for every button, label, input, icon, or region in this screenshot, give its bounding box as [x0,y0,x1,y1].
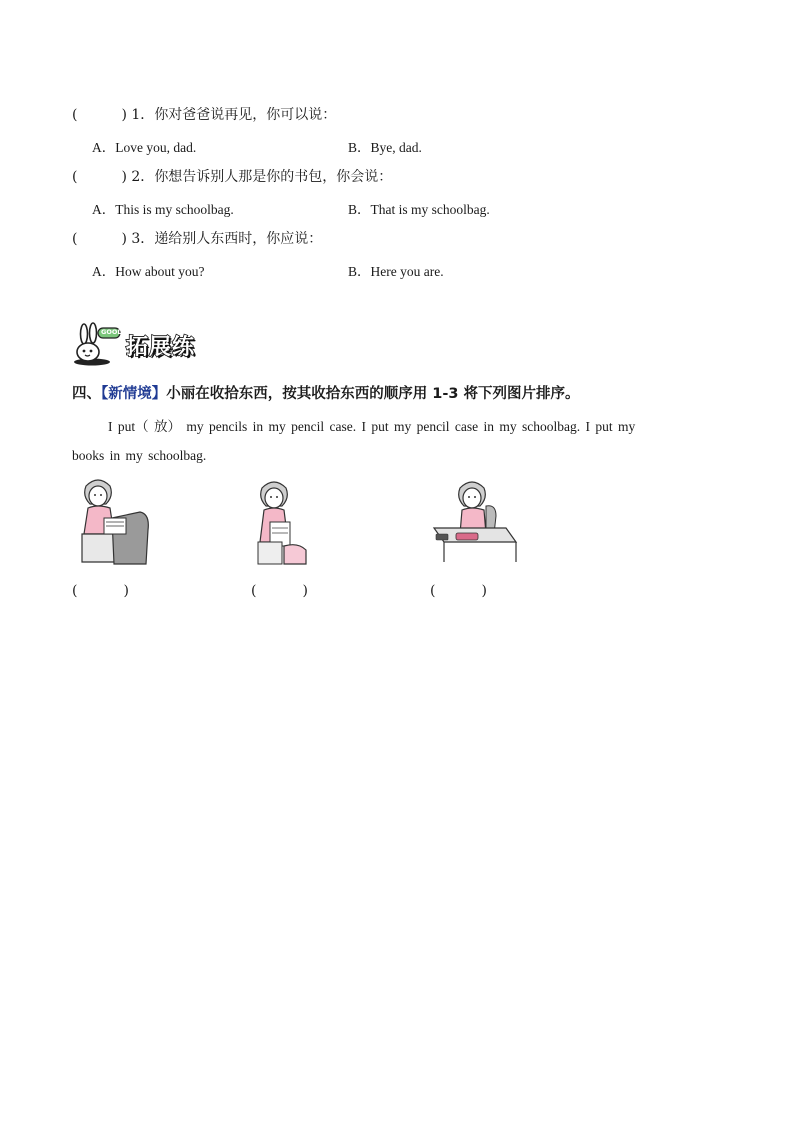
girl-putting-pencils-in-case-icon [432,476,518,564]
answer-open-paren[interactable]: ( [72,107,78,123]
question-number: 3． [131,231,155,247]
picture-1-answer[interactable] [72,583,129,599]
section-logo [70,322,210,366]
question-number: 2． [131,169,155,185]
question-2 [72,166,392,186]
answer-open-paren[interactable]: ( [72,169,78,185]
question-2-option-a[interactable]: A．This is my schoolbag. [92,202,234,217]
answer-close-paren: ) [121,107,127,123]
passage-line-2: books in my schoolbag. [72,448,207,463]
question-prompt: 你想告诉别人那是你的书包，你会说： [154,169,393,185]
answer-open-paren: ( [251,583,257,599]
answer-open-paren: ( [430,583,436,599]
question-1-option-a[interactable]: A．Love you, dad. [92,140,197,155]
question-3-option-b[interactable]: B．Here you are. [348,264,444,279]
answer-open-paren: ( [72,583,78,599]
section-4-heading [72,382,580,403]
answer-close-paren: ) [123,583,129,599]
girl-holding-book-with-schoolbag-icon [254,476,310,566]
answer-close-paren: ) [121,169,127,185]
picture-2-answer[interactable] [251,583,308,599]
question-number: 1． [131,107,155,123]
section-4-tag: 【新情境】 [101,386,167,402]
question-3-option-a[interactable]: A．How about you? [92,264,205,279]
answer-close-paren: ) [302,583,308,599]
section-4-prefix: 四、 [72,386,101,402]
question-prompt: 递给别人东西时，你应说： [154,231,323,247]
section-title: 拓展练 [126,335,196,360]
passage-line-1: I put（ 放） my pencils in my pencil case. I put my pencil case in my schoolbag. I put my [108,419,636,434]
good-badge: GOOD [101,328,123,336]
question-3 [72,228,322,248]
question-1-option-b[interactable]: B．Bye, dad. [348,140,422,155]
answer-close-paren: ) [121,231,127,247]
answer-open-paren[interactable]: ( [72,231,78,247]
girl-putting-books-in-schoolbag-icon [76,474,152,566]
question-prompt: 你对爸爸说再见，你可以说： [154,107,337,123]
picture-3-answer[interactable] [430,583,487,599]
question-1 [72,104,336,124]
answer-close-paren: ) [481,583,487,599]
section-4-instruction: 小丽在收拾东西，按其收拾东西的顺序用 1-3 将下列图片排序。 [166,386,580,402]
question-2-option-b[interactable]: B．That is my schoolbag. [348,202,490,217]
